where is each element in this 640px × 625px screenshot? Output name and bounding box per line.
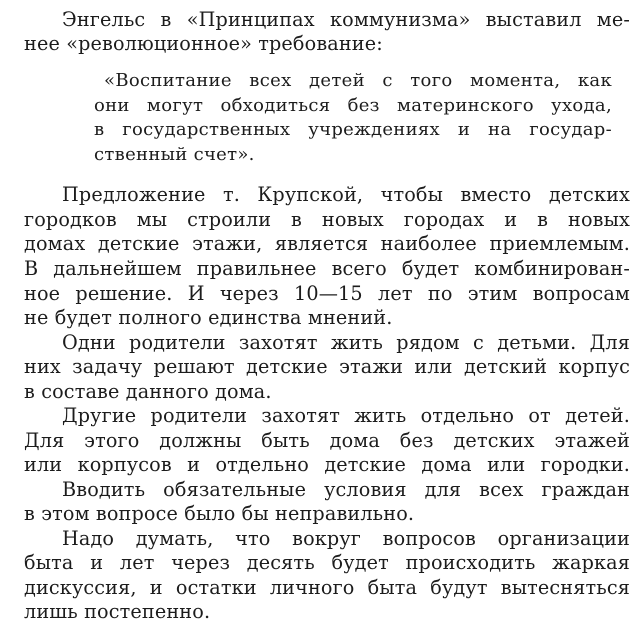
text-line: Предложение т. Крупской, чтобы вместо детских — [62, 183, 630, 206]
text-line: Энгельс в «Принципах коммунизма» выставил ме- — [62, 8, 630, 31]
text-line: Вводить обязательные условия для всех граждан — [62, 478, 630, 501]
text-line: в этом вопросе было бы неправильно. — [24, 502, 415, 525]
text-line: не будет полного единства мнений. — [24, 306, 393, 329]
text-line: них задачу решают детские этажи или детский корпус — [24, 355, 630, 378]
text-line: В дальнейшем правильнее всего будет комбинирован- — [24, 257, 630, 280]
text-line: Надо думать, что вокруг вопросов организации — [62, 527, 630, 550]
text-line: Для этого должны быть дома без детских этажей — [24, 429, 630, 452]
quote-line: в государственных учреждениях и на государ- — [94, 119, 612, 140]
text-line: ное решение. И через 10—15 лет по этим вопросам — [24, 282, 630, 305]
quote-line: «Воспитание всех детей с того момента, как — [104, 70, 612, 91]
text-line: домах детские этажи, является наиболее приемлемым. — [24, 232, 630, 255]
text-line: дискуссия, и остатки личного быта будут вытесняться — [24, 576, 630, 599]
text-line: быта и лет через десять будет происходить жаркая — [24, 551, 630, 574]
text-line: нее «революционное» требование: — [24, 32, 383, 55]
text-line: в составе данного дома. — [24, 380, 272, 403]
text-line: городков мы строили в новых городах и в новых — [24, 208, 630, 231]
quote-line: ственный счет». — [94, 144, 255, 165]
quote-line: они могут обходиться без материнского ухода, — [94, 95, 612, 116]
text-line: Другие родители захотят жить отдельно от детей. — [62, 404, 630, 427]
text-line: лишь постепенно. — [24, 600, 211, 623]
text-line: или корпусов и отдельно детские дома или городки. — [24, 453, 630, 476]
text-line: Одни родители захотят жить рядом с детьми. Для — [62, 331, 630, 354]
